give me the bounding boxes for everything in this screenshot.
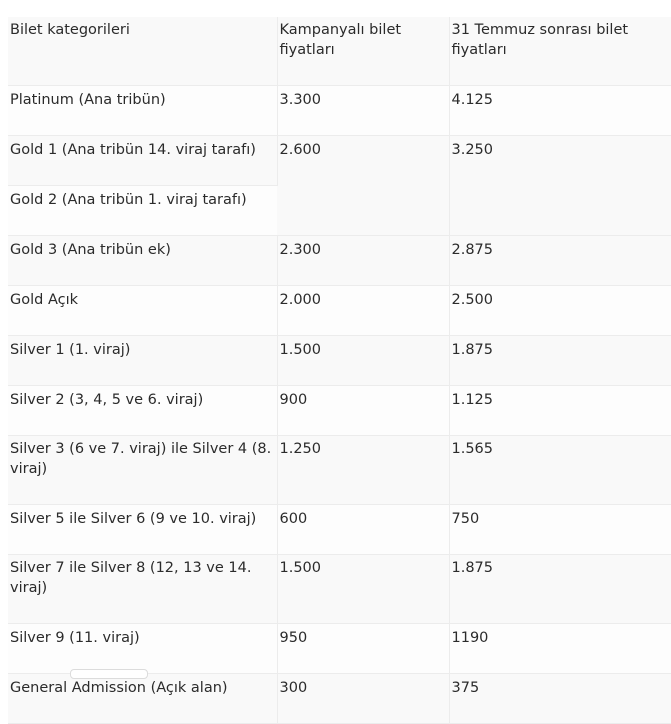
regular-price-cell: 4.125 [449, 86, 671, 136]
header-campaign-price: Kampanyalı bilet fiyatları [277, 17, 449, 86]
table-row [8, 386, 671, 436]
campaign-price-cell: 1.250 [277, 436, 449, 505]
table-row [8, 555, 671, 624]
category-cell: Silver 9 (11. viraj) [8, 624, 277, 674]
campaign-price-cell: 3.300 [277, 86, 449, 136]
regular-price-cell: 1.565 [449, 436, 671, 505]
category-cell: Silver 2 (3, 4, 5 ve 6. viraj) [8, 386, 277, 436]
campaign-price-cell: 600 [277, 505, 449, 555]
table-row [8, 236, 671, 286]
regular-price-cell: 1.875 [449, 336, 671, 386]
category-cell: General Admission (Açık alan) [8, 674, 277, 724]
category-cell: Silver 1 (1. viraj) [8, 336, 277, 386]
campaign-price-cell: 2.000 [277, 286, 449, 336]
regular-price-cell: 2.875 [449, 236, 671, 286]
regular-price-cell: 1.125 [449, 386, 671, 436]
category-cell: Silver 7 ile Silver 8 (12, 13 ve 14. viraj) [8, 555, 277, 624]
campaign-price-cell: 900 [277, 386, 449, 436]
regular-price-cell: 1190 [449, 624, 671, 674]
regular-price-cell: 750 [449, 505, 671, 555]
campaign-price-cell: 950 [277, 624, 449, 674]
ticket-price-table [8, 17, 671, 724]
header-regular-price: 31 Temmuz sonrası bilet fiyatları [449, 17, 671, 86]
campaign-price-cell: 2.600 [277, 136, 449, 236]
table-row [8, 624, 671, 674]
table-row [8, 336, 671, 386]
regular-price-cell: 375 [449, 674, 671, 724]
category-cell: Silver 5 ile Silver 6 (9 ve 10. viraj) [8, 505, 277, 555]
regular-price-cell: 2.500 [449, 286, 671, 336]
campaign-price-cell: 1.500 [277, 555, 449, 624]
table-row [8, 286, 671, 336]
campaign-price-cell: 2.300 [277, 236, 449, 286]
table-row [8, 136, 671, 186]
campaign-price-cell: 300 [277, 674, 449, 724]
bottom-tab-handle[interactable] [70, 669, 148, 679]
header-category: Bilet kategorileri [8, 17, 277, 86]
table-row [8, 674, 671, 724]
category-cell: Gold Açık [8, 286, 277, 336]
category-cell: Platinum (Ana tribün) [8, 86, 277, 136]
category-cell: Gold 3 (Ana tribün ek) [8, 236, 277, 286]
regular-price-cell: 3.250 [449, 136, 671, 236]
category-cell: Gold 1 (Ana tribün 14. viraj tarafı) [8, 136, 277, 186]
regular-price-cell: 1.875 [449, 555, 671, 624]
campaign-price-cell: 1.500 [277, 336, 449, 386]
table-row [8, 86, 671, 136]
table-row [8, 436, 671, 505]
table-header-row [8, 17, 671, 86]
category-cell: Silver 3 (6 ve 7. viraj) ile Silver 4 (8. viraj) [8, 436, 277, 505]
category-cell: Gold 2 (Ana tribün 1. viraj tarafı) [8, 186, 277, 236]
table-row [8, 505, 671, 555]
